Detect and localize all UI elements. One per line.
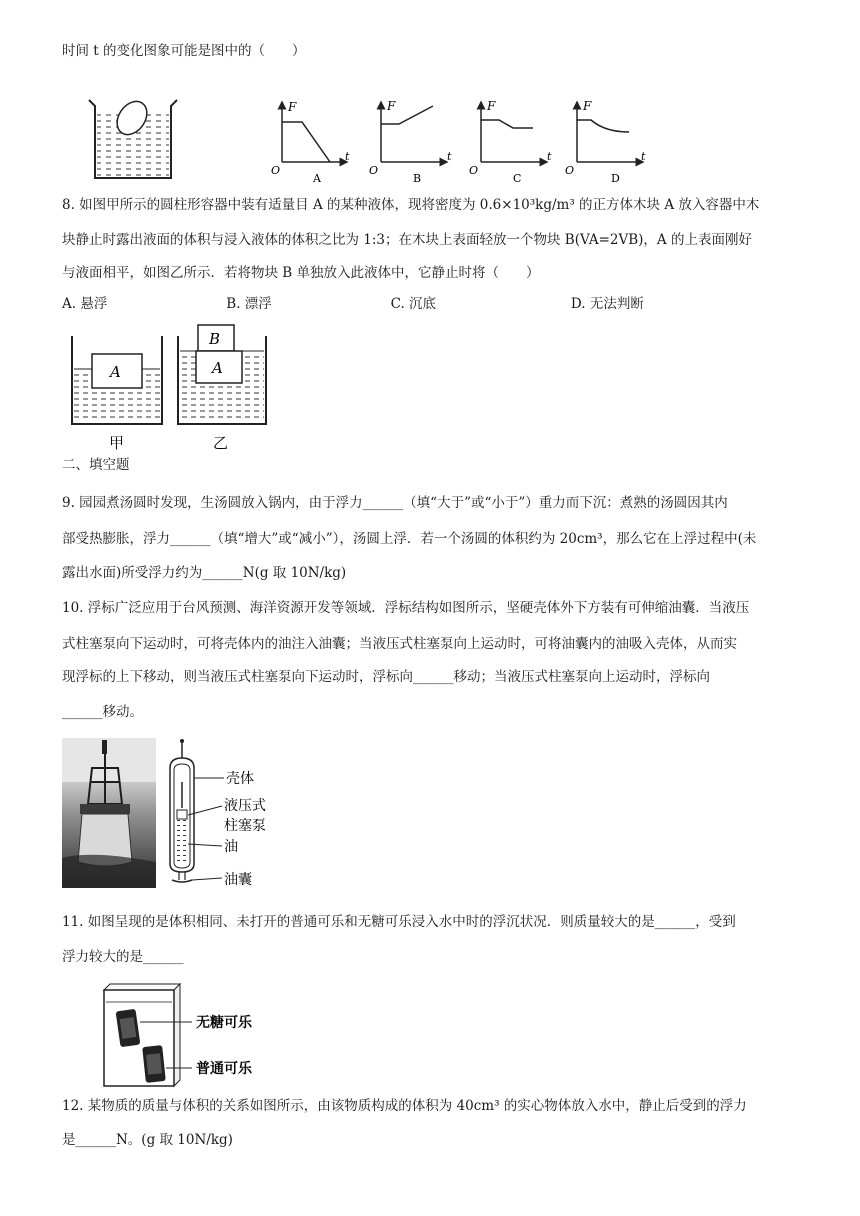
graph-a	[271, 100, 350, 185]
q8-option-b: B. 漂浮	[226, 296, 272, 312]
block-a-jia: A	[110, 363, 121, 381]
label-sugar-free-cola: 无糖可乐	[196, 1015, 252, 1031]
q10-line-3: 现浮标的上下移动，则当液压式柱塞泵向下运动时，浮标向______移动；当液压式柱塞泵向上运动时，浮标向	[62, 669, 710, 685]
svg-text:F: F	[387, 99, 396, 113]
q11-line-2: 浮力较大的是______	[62, 949, 184, 965]
q9-line-2: 部受热膨胀，浮力______（填“增大”或“减小”），汤圆上浮．若一个汤圆的体积约为 20cm³，那么它在上浮过程中(未	[62, 531, 757, 547]
q12-line-2: 是______N。(g 取 10N/kg)	[62, 1132, 233, 1148]
svg-text:O: O	[565, 164, 575, 177]
q10-line-1: 10. 浮标广泛应用于台风预测、海洋资源开发等领域．浮标结构如图所示，坚硬壳体外下方装有可伸缩油囊．当液压	[62, 600, 750, 616]
svg-text:F: F	[487, 99, 496, 113]
caption-yi: 乙	[213, 434, 229, 452]
q8-option-a: A. 悬浮	[62, 296, 108, 312]
svg-text:t: t	[547, 150, 552, 163]
q10-line-2: 式柱塞泵向下运动时，可将壳体内的油注入油囊；当液压式柱塞泵向上运动时，可将油囊内的油吸入壳体，从而实	[62, 636, 737, 652]
caption-jia: 甲	[109, 434, 125, 452]
block-a-yi: A	[212, 359, 223, 377]
q7-graphs-bcd	[367, 94, 667, 186]
q11-figure	[100, 980, 300, 1092]
label-regular-cola: 普通可乐	[196, 1061, 252, 1077]
graph-a-label: A	[313, 172, 321, 185]
label-shell: 壳体	[226, 771, 254, 787]
block-b: B	[209, 330, 221, 348]
graph-d	[565, 99, 646, 185]
svg-text:O: O	[469, 164, 479, 177]
svg-text:t: t	[447, 150, 452, 163]
q12-line-1: 12. 某物质的质量与体积的关系如图所示，由该物质构成的体积为 40cm³ 的实心物体放入水中，静止后受到的浮力	[62, 1098, 747, 1114]
q8-options	[62, 294, 802, 314]
q9-line-3: 露出水面)所受浮力约为______N(g 取 10N/kg)	[62, 565, 347, 581]
graph-c	[469, 99, 552, 185]
q8-option-d: D. 无法判断	[570, 296, 644, 312]
graph-d-label: D	[611, 172, 620, 185]
q8-line-3: 与液面相平，如图乙所示．若将物块 B 单独放入此液体中，它静止时将（ ）	[62, 265, 540, 281]
q9-line-1: 9. 园园煮汤圆时发现，生汤圆放入锅内，由于浮力______（填“大于”或“小于”）重力而下沉：煮熟的汤圆因其内	[62, 495, 728, 511]
q8-option-c: C. 沉底	[390, 296, 437, 312]
beaker-illustration	[89, 96, 177, 178]
section-heading: 二、填空题	[62, 457, 130, 473]
graph-b-label: B	[413, 172, 422, 185]
container-jia	[72, 336, 162, 452]
q8-line-2: 块静止时露出液面的体积与浸入液体的体积之比为 1:3；在木块上表面轻放一个物块 B(VA=2VB)，A 的上表面刚好	[62, 232, 752, 248]
q10-line-4: ______移动。	[62, 704, 143, 720]
svg-text:t: t	[641, 150, 646, 163]
buoy-diagram	[164, 738, 294, 890]
graph-c-label: C	[513, 172, 522, 185]
label-oil: 油	[224, 839, 238, 855]
label-pump-1: 液压式	[224, 798, 266, 814]
q8-line-1: 8. 如图甲所示的圆柱形容器中装有适量目 A 的某种液体，现将密度为 0.6×10³kg/m³ 的正方体木块 A 放入容器中木	[62, 197, 760, 213]
graph-a-origin: O	[271, 164, 281, 177]
graph-b	[369, 99, 452, 185]
svg-text:O: O	[369, 164, 379, 177]
q7-text: 时间 t 的变化图象可能是图中的（ ）	[62, 43, 306, 59]
graph-a-t: t	[345, 150, 350, 163]
svg-text:F: F	[583, 99, 592, 113]
label-oil-bag: 油囊	[224, 872, 252, 888]
container-yi	[178, 325, 266, 452]
buoy-photo	[62, 738, 156, 888]
q8-figure	[64, 324, 294, 454]
label-pump-2: 柱塞泵	[224, 818, 266, 834]
q11-line-1: 11. 如图呈现的是体积相同、未打开的普通可乐和无糖可乐浸入水中时的浮沉状况．则质量较大的是______，受到	[62, 914, 736, 930]
graph-a-f: F	[288, 100, 297, 114]
